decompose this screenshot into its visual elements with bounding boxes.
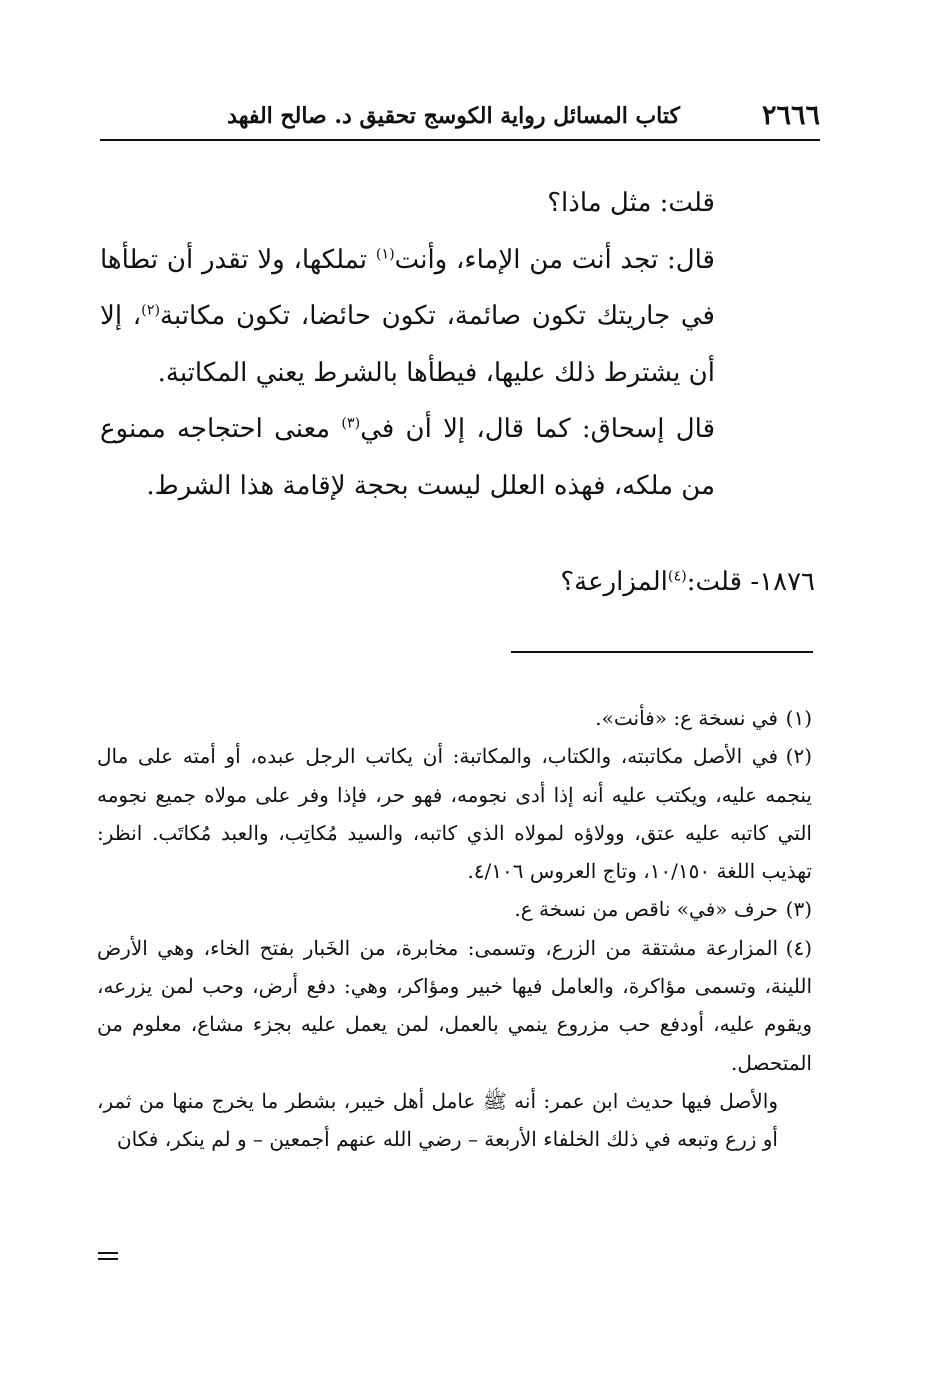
main-text — [100, 175, 715, 514]
page-number: ٢٦٦٦ — [761, 100, 820, 131]
footnote-number: (٤) — [785, 935, 812, 960]
footnote-number: (١) — [785, 706, 812, 730]
entry-heading — [100, 562, 815, 602]
entry-number: ١٨٧٦- قلت: — [686, 567, 815, 597]
entry-question: المزارعة؟ — [560, 567, 668, 597]
answer-text-1: قال: تجد أنت من الإماء، وأنت — [394, 244, 715, 275]
footnote-number: (٢) — [785, 744, 812, 769]
footnote-text: في نسخة ع: «فأنت». — [595, 706, 778, 730]
header-divider — [100, 139, 820, 141]
footnote-4 — [97, 929, 812, 1082]
footnotes — [97, 699, 812, 1159]
footnote-ref-3[interactable]: (٣) — [341, 415, 361, 432]
footnote-ref-2[interactable]: (٢) — [141, 302, 161, 319]
footnote-3 — [97, 890, 812, 928]
footnote-ref-4[interactable]: (٤) — [667, 568, 687, 585]
footnote-text: المزارعة مشتقة من الزرع، وتسمى: مخابرة، من الخَبار بفتح الخاء، وهي الأرض اللينة، وتسمى مؤاكرة، والعامل فيها خبير ومؤاكر، وهي: دفع أرض، وحب لمن يزرعه، ويقوم عليه، أودفع حب مزروع ينمي بالعمل، لمن يعمل عليه بجزء مشاع، معلوم من المتحصل. — [97, 935, 812, 1075]
answer-text-3: ، إلا أن يشترط ذلك عليها، فيطأها بالشرط يعني المكاتبة. — [100, 301, 715, 388]
footnote-text: حرف «في» ناقص من نسخة ع. — [514, 897, 778, 922]
continuation-mark — [98, 1252, 118, 1262]
paragraph-question: قلت: مثل ماذا؟ — [547, 188, 715, 218]
footnote-2 — [97, 737, 812, 890]
page-header — [100, 100, 820, 132]
ishaq-text-1: قال إسحاق: كما قال، إلا أن في — [360, 414, 715, 444]
footnote-1 — [97, 699, 812, 737]
footnote-number: (٣) — [785, 897, 812, 922]
footnote-ref-1[interactable]: (١) — [375, 245, 395, 262]
answer-text-2: تملكها، ولا تقدر أن تطأها في جاريتك تكون صائمة، تكون حائضا، تكون مكاتبة — [100, 244, 715, 331]
paragraph-answer — [100, 232, 715, 402]
footnote-text: في الأصل مكاتبته، والكتاب، والمكاتبة: أن يكاتب الرجل عبده، أو أمته على مال ينجمه عليه، ويكتب عليه أنه إذا أدى نجومه، فهو حر، فإذا وفر على مولاه جميع نجومه التي كاتبه عليه عتق، وولاؤه لمولاه الذي كاتبه، والسيد مُكاتِب، والعبد مُكاتَب. انظر: تهذيب اللغة ١٠/١٥٠، وتاج العروس ٤/١٠٦. — [97, 744, 812, 884]
paragraph-ishaq — [100, 401, 715, 514]
footnote-divider — [511, 651, 813, 653]
running-title: كتاب المسائل رواية الكوسج تحقيق د. صالح الفهد — [227, 103, 680, 129]
ishaq-text-2: معنى احتجاجه ممنوع من ملكه، فهذه العلل ليست بحجة لإقامة هذا الشرط. — [100, 414, 715, 501]
footnote-4-continued: والأصل فيها حديث ابن عمر: أنه ﷺ عامل أهل خيبر، بشطر ما يخرج منها من ثمر، أو زرع وتبعه في ذلك الخلفاء الأربعة – رضي الله عنهم أجمعين – و لم ينكر، فكان — [97, 1088, 778, 1152]
